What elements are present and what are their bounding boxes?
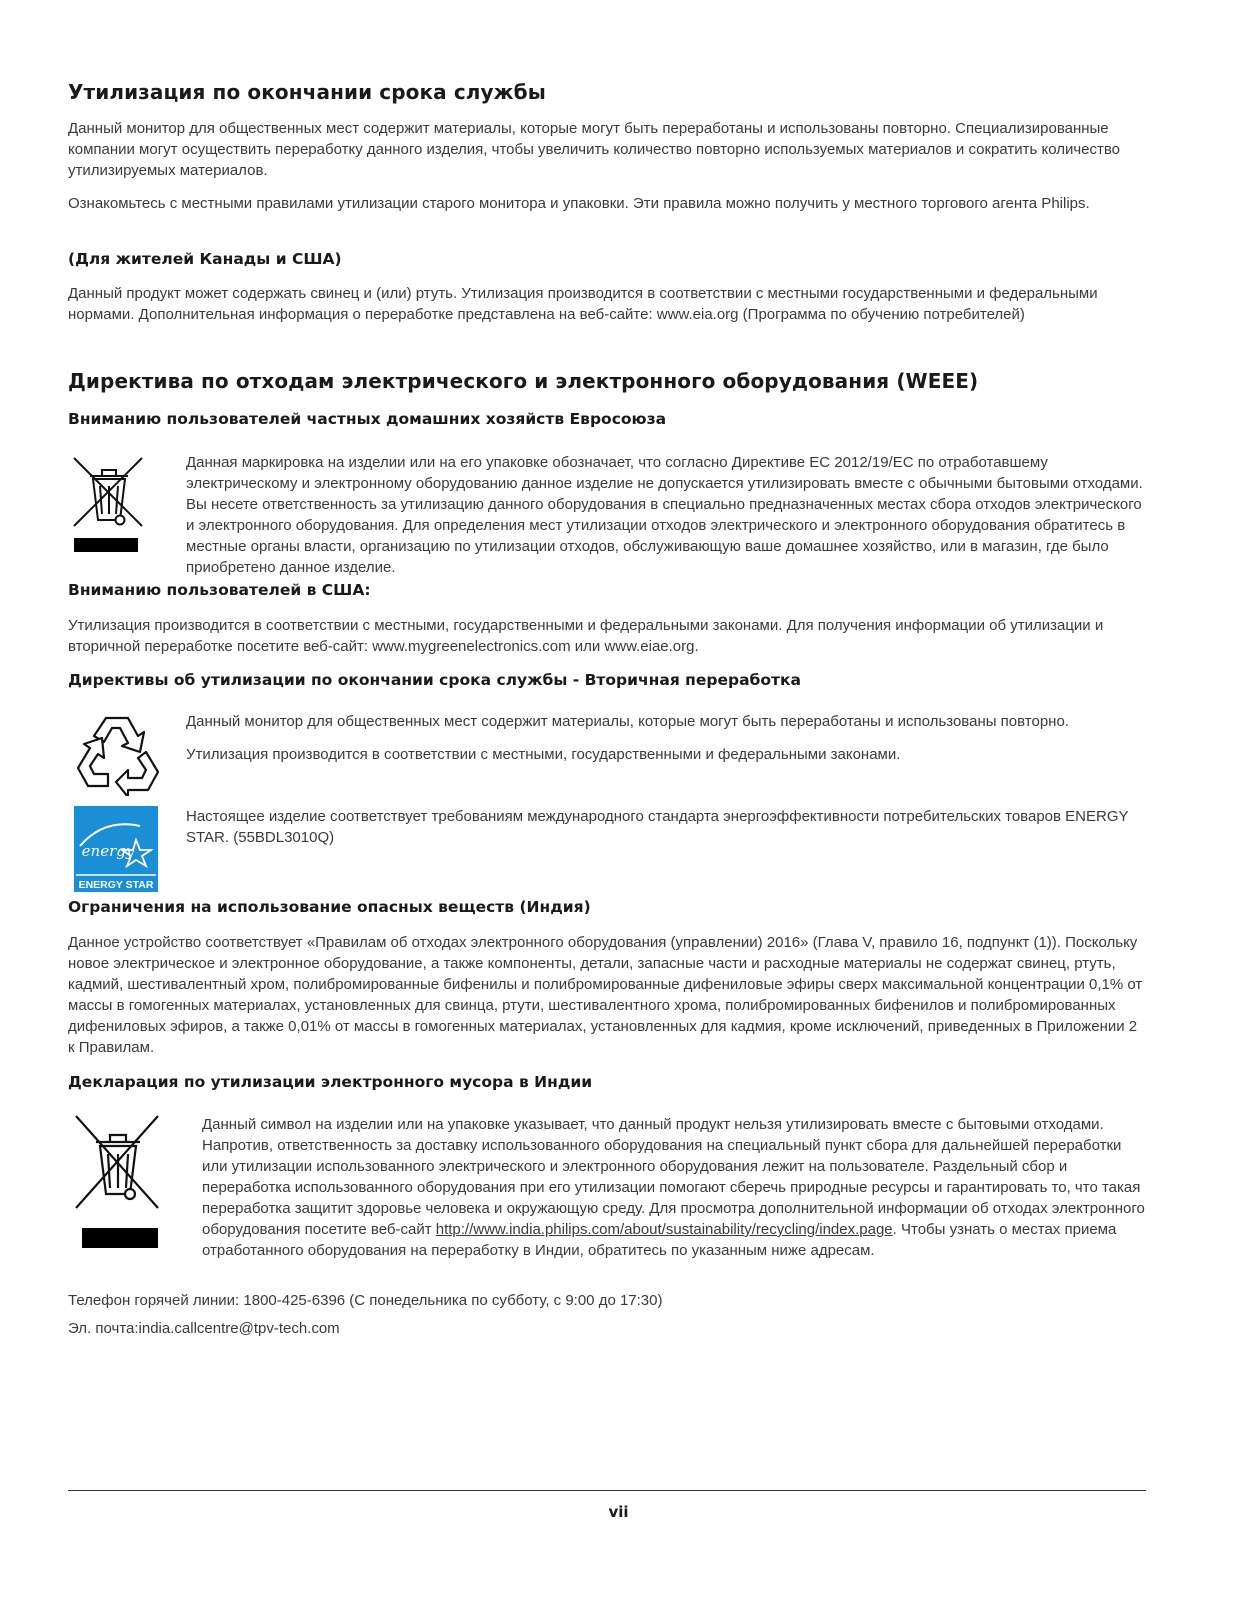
subheading-usa-users: Вниманию пользователей в США:	[68, 581, 371, 599]
paragraph-hotline: Телефон горячей линии: 1800-425-6396 (С понедельника по субботу, с 9:00 до 17:30)	[68, 1292, 663, 1309]
paragraph-recyclable: Данный монитор для общественных мест содержит материалы, которые могут быть переработаны и использованы повторно. Специализированные компании могут осуществить переработку данного изделия, чтобы увеличить количество повторно используемых материалов и сократить количество утилизируемых материалов.	[68, 120, 1121, 179]
paragraph-recycling-laws: Утилизация производится в соответствии с местными, государственными и федеральными законами.	[186, 746, 901, 763]
heading-weee: Директива по отходам электрического и электронного оборудования (WEEE)	[68, 369, 979, 393]
paragraph-lead-mercury: Данный продукт может содержать свинец и (или) ртуть. Утилизация производится в соответствии с местными государственными и федеральными нормами. Дополнительная информация о переработке представлена на веб-сайте: www.eia.org (Программа по обучению потребителей)	[68, 285, 1098, 323]
paragraph-usa-recycling: Утилизация производится в соответствии с местными, государственными и федеральными законами. Для получения информации об утилизации и вторичной переработке посетите веб-сайт: www.mygreenelectronics.com или www.eiae.org.	[68, 617, 1104, 655]
paragraph-email: Эл. почта:india.callcentre@tpv-tech.com	[68, 1320, 340, 1337]
energy-logo-label: ENERGY STAR	[78, 879, 154, 891]
subheading-india-rohs: Ограничения на использование опасных веществ (Индия)	[68, 898, 591, 916]
footer-divider	[68, 1490, 1146, 1491]
heading-end-of-life: Утилизация по окончании срока службы	[68, 80, 546, 104]
paragraph-india-ewaste	[202, 1114, 1146, 1261]
paragraph-monitor-recyclable: Данный монитор для общественных мест содержит материалы, которые могут быть переработаны и использованы повторно.	[186, 713, 1069, 730]
paragraph-weee-directive: Данная маркировка на изделии или на его упаковке обозначает, что согласно Директиве ЕС 2012/19/EC по отработавшему электрическому и электронному оборудованию данное изделие не допускается утилизировать вместе с обычными бытовыми отходами. Вы несете ответственность за утилизацию данного оборудования в специально предназначенных местах сбора отходов электрического и электронного оборудования. Для определения мест утилизации отходов электрического и электронного оборудования обратитесь в местные органы власти, организацию по утилизации отходов, обслуживающую ваше домашнее хозяйство, или в магазин, где было приобретено данное изделие.	[186, 454, 1143, 576]
india-recycling-link[interactable]: http://www.india.philips.com/about/sustainability/recycling/index.page	[435, 1221, 893, 1238]
energy-logo-script: energy	[81, 842, 135, 860]
paragraph-local-rules: Ознакомьтесь с местными правилами утилизации старого монитора и упаковки. Эти правила можно получить у местного торгового агента Philips.	[68, 195, 1090, 212]
subheading-eu-households: Вниманию пользователей частных домашних хозяйств Евросоюза	[68, 410, 667, 428]
subheading-recycling-directives: Директивы об утилизации по окончании срока службы - Вторичная переработка	[68, 671, 801, 689]
energy-star-logo	[74, 806, 158, 892]
subheading-canada-usa: (Для жителей Канады и США)	[68, 250, 342, 268]
ewaste-text-after: . Чтобы узнать о местах приема отработанного оборудования на переработку в Индии, обратитесь по указанным ниже адресам.	[202, 1221, 1117, 1259]
subheading-india-ewaste: Декларация по утилизации электронного мусора в Индии	[68, 1073, 593, 1091]
recycle-icon	[72, 712, 162, 796]
paragraph-india-rohs: Данное устройство соответствует «Правилам об отходах электронного оборудования (управлении) 2016» (Глава V, правило 16, подпункт (1)). Поскольку новое электрическое и электронное оборудование, а также компоненты, детали, запасные части и расходные материалы не содержат свинец, ртуть, кадмий, шестивалентный хром, полибромированные бифенилы и полибромированные дифениловые эфиры сверх максимальной концентрации 0,1% от массы в гомогенных материалах, установленных для свинца, ртути, шестивалентного хрома, полибромированных бифенилов и полибромированных дифениловых эфиров, а также 0,01% от массы в гомогенных материалах, установленных для кадмия, кроме исключений, приведенных в Приложении 2 к Правилам.	[68, 934, 1143, 1056]
paragraph-energy-star: Настоящее изделие соответствует требованиям международного стандарта энергоэффективности потребительских товаров ENERGY STAR. (55BDL3010Q)	[186, 808, 1129, 846]
crossed-out-bin-icon	[72, 1112, 162, 1252]
page-number: vii	[608, 1503, 629, 1521]
crossed-out-bin-icon	[68, 452, 148, 556]
ewaste-text-before: Данный символ на изделии или на упаковке указывает, что данный продукт нельзя утилизировать вместе с бытовыми отходами. Напротив, ответственность за доставку использованного оборудования на специальный пункт сбора для дальнейшей переработки или утилизации использованного электрического и электронного оборудования лежит на пользователе. Раздельный сбор и переработка использованного оборудования при его утилизации помогают сберечь природные ресурсы и гарантировать то, что такая переработка защитит здоровье человека и окружающую среду. Для просмотра дополнительной информации об отходах электронного оборудования посетите веб-сайт	[202, 1116, 1145, 1238]
